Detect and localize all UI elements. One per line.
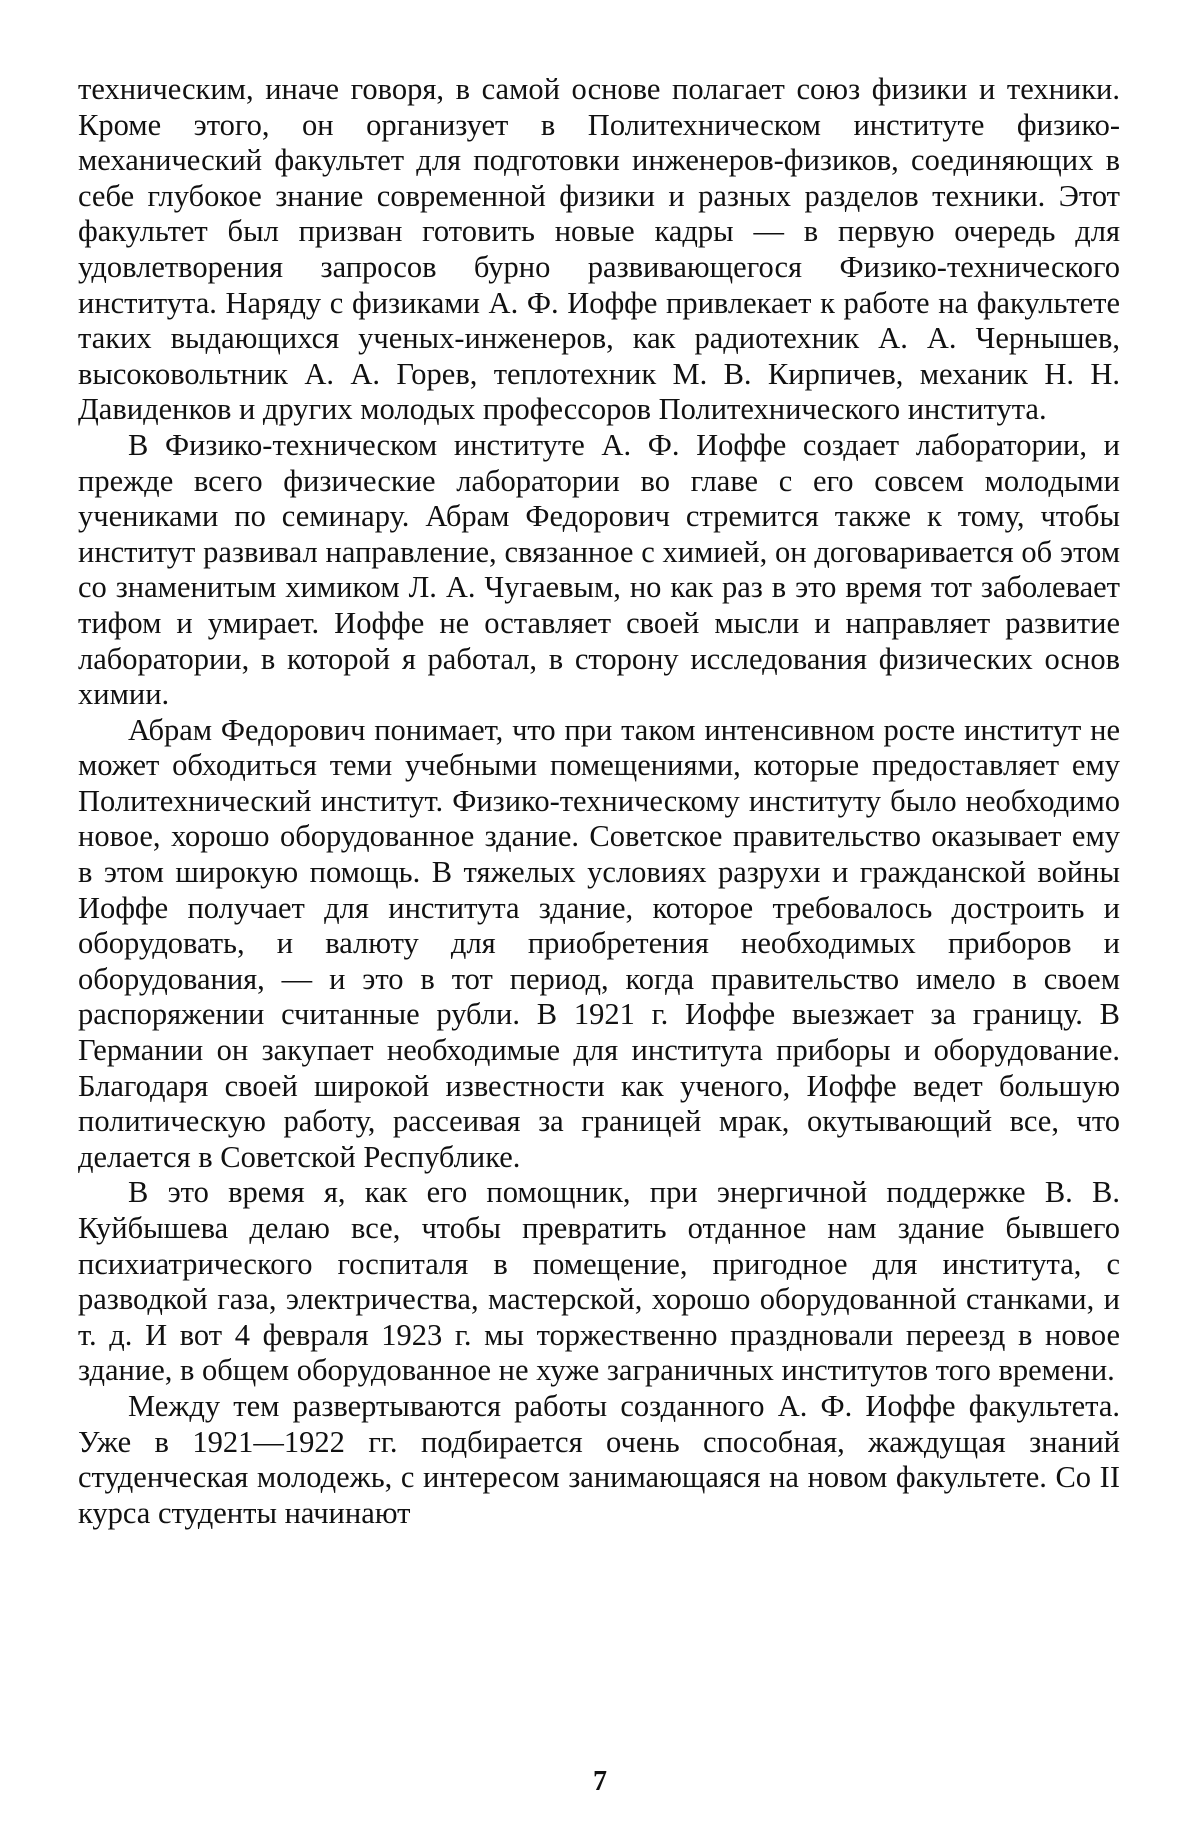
paragraph-3: Абрам Федорович понимает, что при таком интенсивном росте институт не может обходиться теми учебными помещениями, которые предоставляет ему Политехнический институт. Физико-техническому институту было необходимо новое, хорошо оборудованное здание. Советское правительство оказывает ему в этом широкую помощь. В тяжелых условиях разрухи и гражданской войны Иоффе получает для института здание, которое требовалось достроить и оборудовать, и валюту для приобретения необходимых приборов и оборудования, — и это в тот период, когда правительство имело в своем распоряжении считанные рубли. В 1921 г. Иоффе выезжает за границу. В Германии он закупает необходимые для института приборы и оборудование. Благодаря своей широкой известности как ученого, Иоффе ведет большую политическую работу, рассеивая за границей мрак, окутывающий все, что делается в Советской Республике.: [78, 712, 1120, 1174]
paragraph-5: Между тем развертываются работы созданного А. Ф. Иоффе факультета. Уже в 1921—1922 гг. подбирается очень способная, жаждущая знаний студенческая молодежь, с интересом занимающаяся на новом факультете. Со II курса студенты начинают: [78, 1388, 1120, 1530]
paragraph-2: В Физико-техническом институте А. Ф. Иоффе создает лаборатории, и прежде всего физические лаборатории во главе с его совсем молодыми учениками по семинару. Абрам Федорович стремится также к тому, чтобы институт развивал направление, связанное с химией, он договаривается об этом со знаменитым химиком Л. А. Чугаевым, но как раз в это время тот заболевает тифом и умирает. Иоффе не оставляет своей мысли и направляет развитие лаборатории, в которой я работал, в сторону исследования физических основ химии.: [78, 427, 1120, 712]
page-number: 7: [593, 1766, 607, 1797]
paragraph-1: техническим, иначе говоря, в самой основе полагает союз физики и техники. Кроме этого, он организует в Политехническом институте физико-механический факультет для подготовки инженеров-физиков, соединяющих в себе глубокое знание современной физики и разных разделов техники. Этот факультет был призван готовить новые кадры — в первую очередь для удовлетворения запросов бурно развивающегося Физико-технического института. Наряду с физиками А. Ф. Иоффе привлекает к работе на факультете таких выдающихся ученых-инженеров, как радиотехник А. А. Чернышев, высоковольтник А. А. Горев, теплотехник М. В. Кирпичев, механик Н. Н. Давиденков и других молодых профессоров Политехнического института.: [78, 72, 1120, 427]
body-text: [78, 72, 1120, 1531]
paragraph-4: В это время я, как его помощник, при энергичной поддержке В. В. Куйбышева делаю все, чтобы превратить отданное нам здание бывшего психиатрического госпиталя в помещение, пригодное для института, с разводкой газа, электричества, мастерской, хорошо оборудованной станками, и т. д. И вот 4 февраля 1923 г. мы торжественно праздновали переезд в новое здание, в общем оборудованное не хуже заграничных институтов того времени.: [78, 1175, 1120, 1388]
